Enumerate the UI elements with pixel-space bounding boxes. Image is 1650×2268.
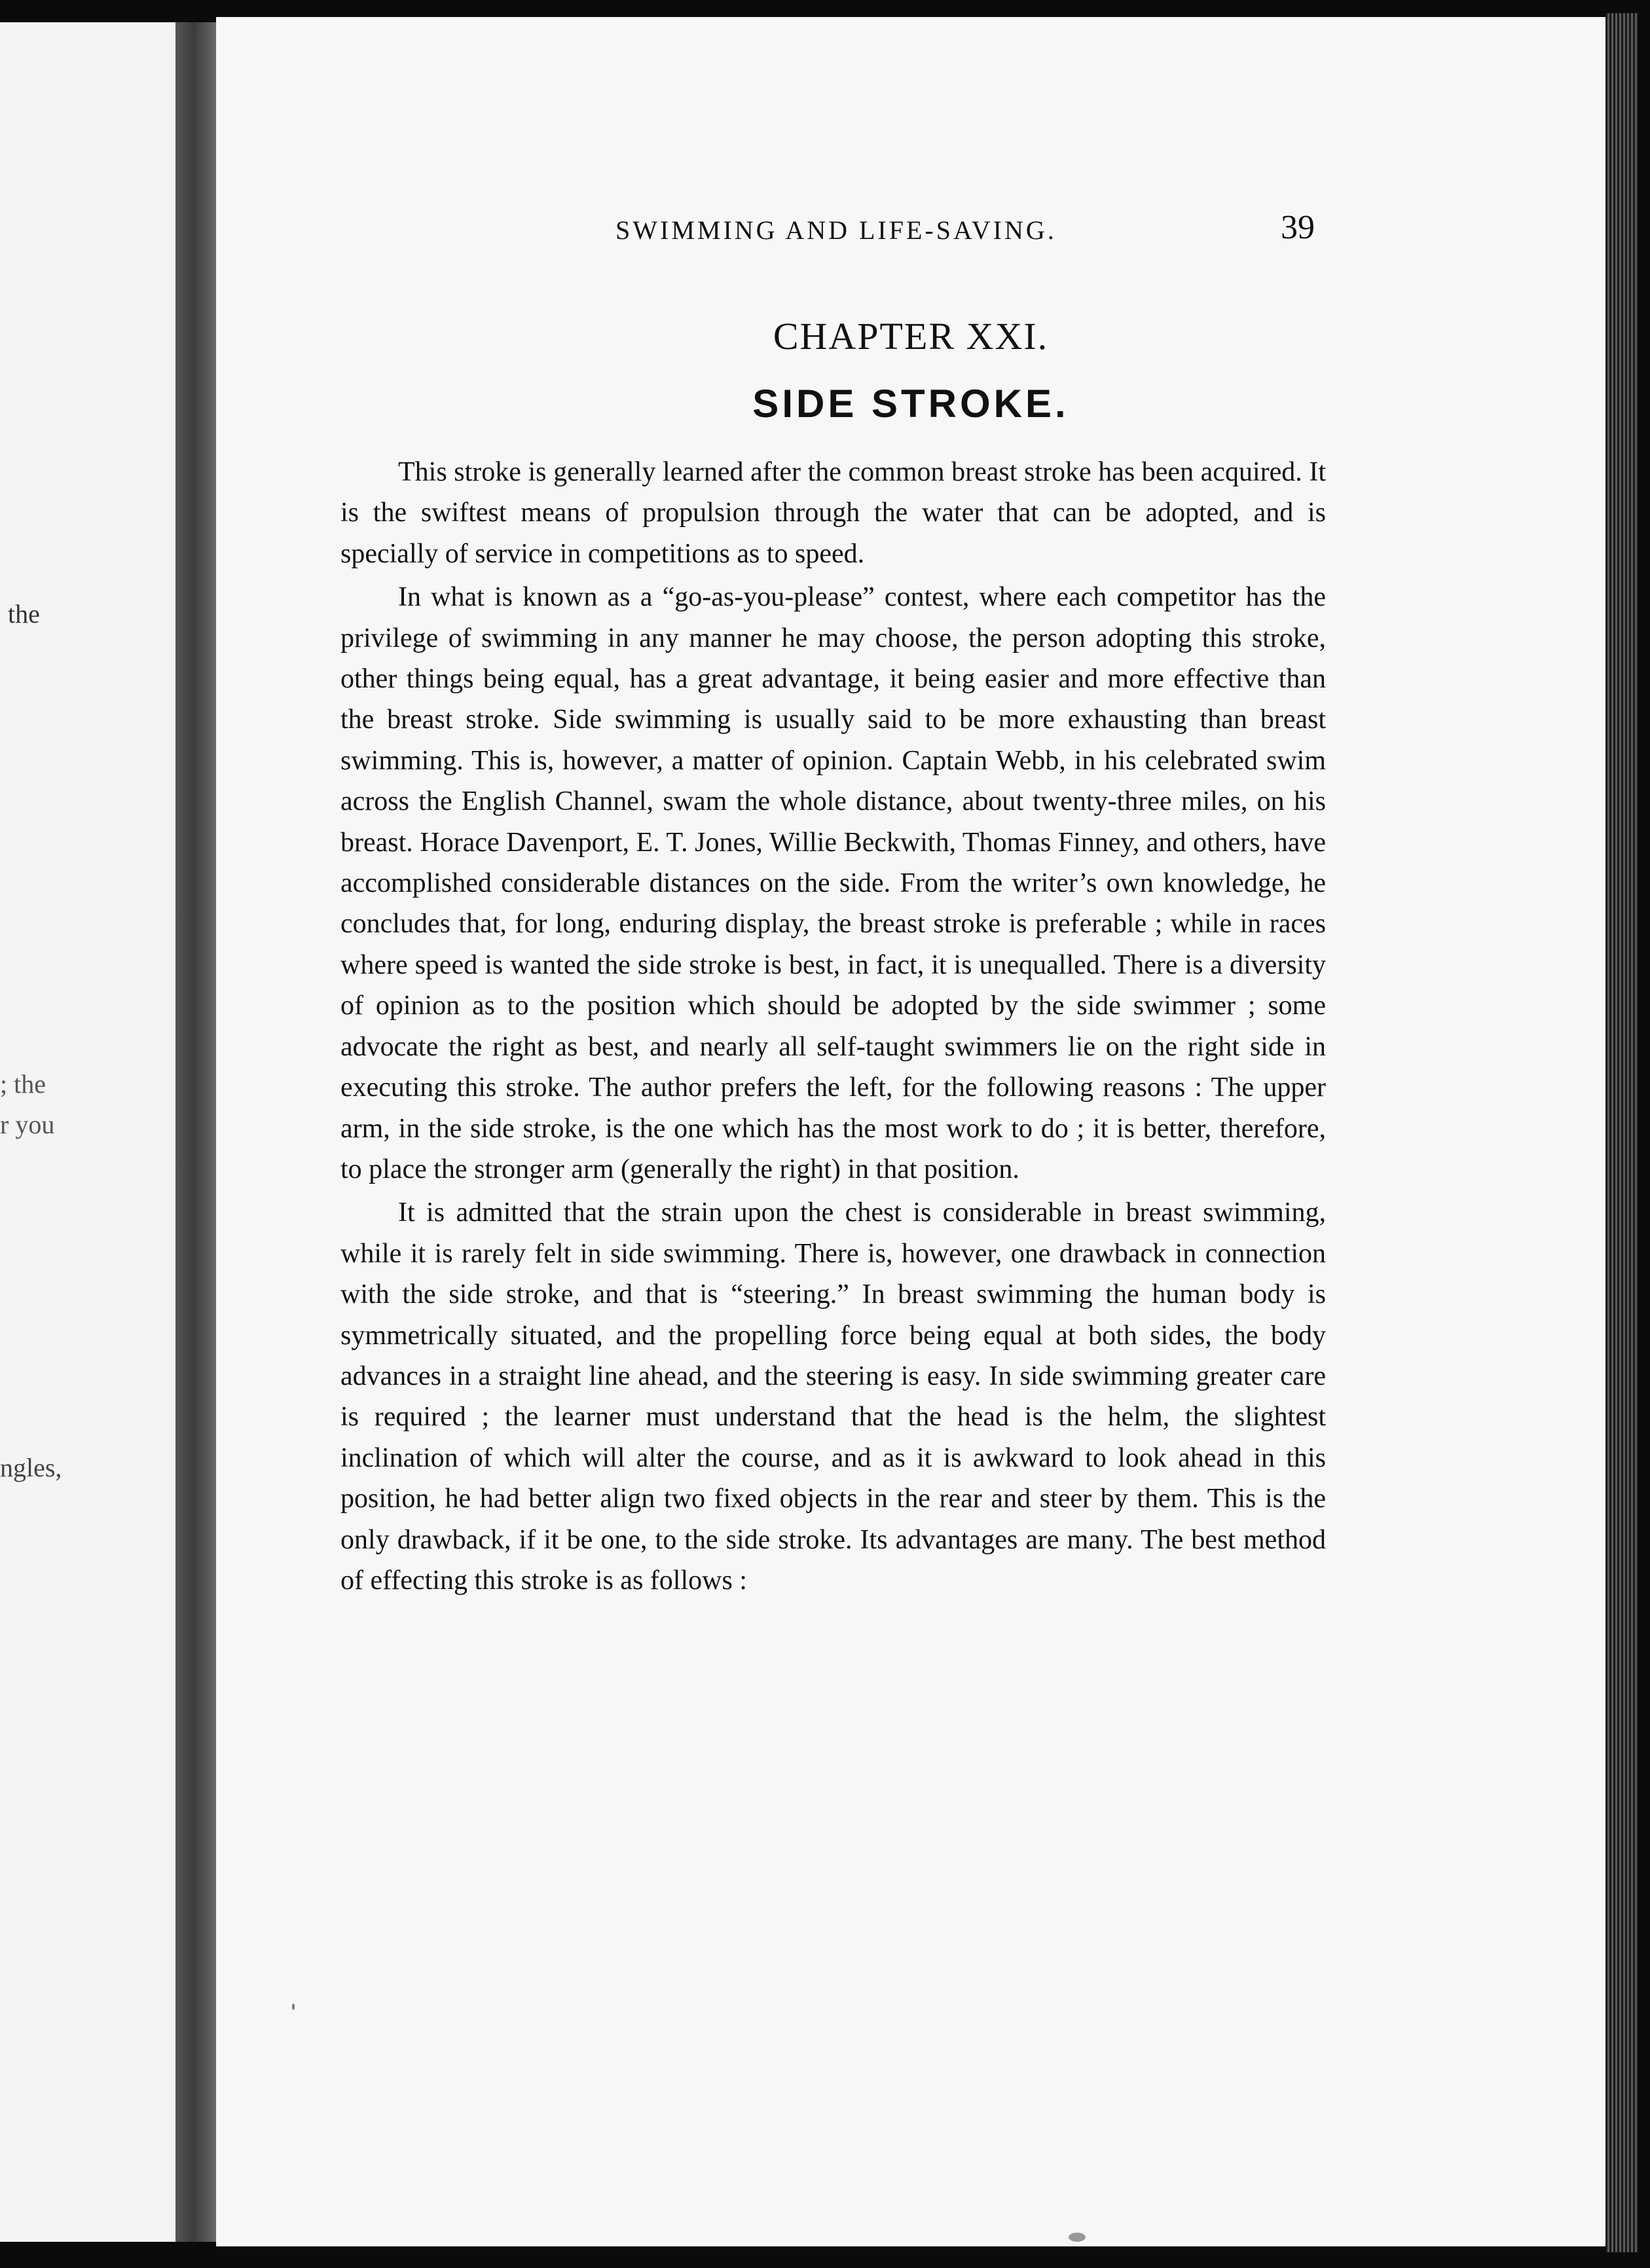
running-head: SWIMMING AND LIFE-SAVING. — [615, 215, 1057, 245]
chapter-number: CHAPTER XXI. — [773, 315, 1049, 357]
page-edges — [1605, 13, 1638, 2252]
paragraph: This stroke is generally learned after the common breast stroke has been acquired. It is the swiftest means of propulsion through the water that can be adopted, and is specially of service in competitions as to speed. — [340, 457, 1326, 569]
body-text — [340, 452, 1326, 1603]
left-page-fragment: r you — [0, 1110, 55, 1139]
paragraph: In what is known as a “go-as-you-please” contest, where each competitor has the privilege of swimming in any manner he may choose, the person adopting this stroke, other things being equal, has a great advantage, it being easier and more effective than the breast stroke. Side swimming is usually said to be more exhausting than breast swimming. This is, however, a matter of opinion. Captain Webb, in his celebrated swim across the English Channel, swam the whole distance, about twenty-three miles, on his breast. Horace Davenport, E. T. Jones, Willie Beckwith, Thomas Finney, and others, have accomplished considerable distances on the side. From the writer’s own knowledge, he concludes that, for long, enduring display, the breast stroke is preferable ; while in races where speed is wanted the side stroke is best, in fact, it is unequalled. There is a diversity of opinion as to the position which should be adopted by the side swimmer ; some advocate the right as best, and nearly all self-taught swimmers lie on the right side in executing this stroke. The author prefers the left, for the following reasons : The upper arm, in the side stroke, is the one which has the most work to do ; it is better, therefore, to place the stronger arm (generally the right) in that position. — [340, 582, 1326, 1184]
book-gutter — [175, 22, 216, 2242]
scan-speck — [1069, 2233, 1086, 2242]
page-number: 39 — [1281, 209, 1315, 246]
paragraph: It is admitted that the strain upon the chest is considerable in breast swimming, while it is rarely felt in side swimming. There is, however, one drawback in connection with the side stroke, and that is “steering.” In breast swimming the human body is symmetrically situated, and the propelling force being equal at both sides, the body advances in a straight line ahead, and the steering is easy. In side swimming greater care is required ; the learner must understand that the head is the helm, the slightest inclination of which will alter the course, and as it is awkward to look ahead in this position, he had better align two fixed objects in the rear and steer by them. This is the only drawback, if it be one, to the side stroke. Its advantages are many. The best method of effecting this stroke is as follows : — [340, 1198, 1326, 1596]
left-page — [0, 22, 175, 2242]
chapter-title: SIDE STROKE. — [752, 382, 1069, 426]
left-page-fragment: ngles, — [0, 1453, 62, 1482]
left-page-fragment: the — [8, 599, 40, 629]
left-page-fragment: ; the — [0, 1069, 46, 1099]
scan-speck — [292, 2003, 295, 2010]
